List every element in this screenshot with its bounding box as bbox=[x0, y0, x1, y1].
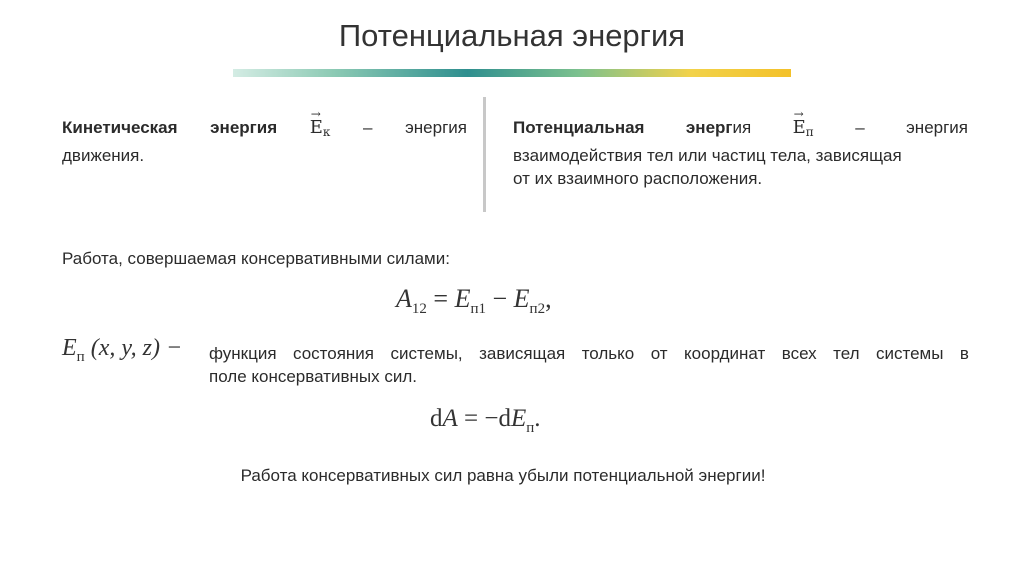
kinetic-symbol: → $E_к$ bbox=[310, 116, 331, 144]
potential-line-3: от их взаимного расположения. bbox=[513, 169, 763, 188]
function-description-word: тел bbox=[833, 344, 860, 363]
potential-term: Потенциальная bbox=[513, 118, 645, 137]
kinetic-term: Кинетическая bbox=[62, 118, 178, 137]
potential-dash: – bbox=[855, 118, 865, 137]
function-description-word: системы, bbox=[390, 344, 463, 363]
function-description bbox=[209, 342, 969, 388]
potential-line-2: взаимодействия тел или частиц тела, зависящая bbox=[513, 146, 902, 165]
function-description-word: только bbox=[581, 344, 635, 363]
vector-arrow-icon: → bbox=[310, 107, 321, 121]
function-description-word: всех bbox=[781, 344, 817, 363]
function-description-word: от bbox=[650, 344, 668, 363]
kinetic-dash: – bbox=[363, 118, 373, 137]
potential-energy-word: энергия bbox=[906, 118, 968, 137]
work-label: Работа, совершаемая консервативными силами: bbox=[62, 249, 450, 268]
potential-energy-definition bbox=[513, 107, 968, 190]
kinetic-energy-word: энергия bbox=[405, 118, 467, 137]
function-description-word: состояния bbox=[293, 344, 375, 363]
conclusion-text: Работа консервативных сил равна убыли потенциальной энергии! bbox=[240, 466, 766, 485]
kinetic-line-2: движения. bbox=[62, 146, 145, 165]
function-description-word: координат bbox=[684, 344, 766, 363]
title-gradient-bar bbox=[233, 69, 791, 77]
function-description-word: системы bbox=[876, 344, 944, 363]
function-description-word: в bbox=[959, 344, 969, 363]
column-divider bbox=[483, 97, 486, 212]
function-description-line-2: поле консервативных сил. bbox=[209, 367, 417, 386]
formula-differential-work: dA = $-dE_п$. bbox=[430, 405, 541, 436]
kinetic-energy-definition bbox=[62, 107, 467, 167]
kinetic-line-1 bbox=[62, 107, 467, 144]
function-description-word: зависящая bbox=[479, 344, 566, 363]
formula-potential-function: $E_п$ (x, y, z) − bbox=[62, 335, 183, 365]
potential-term-energy: энергия bbox=[685, 118, 752, 137]
kinetic-term-energy: энергия bbox=[210, 118, 278, 137]
function-description-line-1 bbox=[209, 342, 969, 365]
potential-symbol: → $E_п$ bbox=[793, 116, 814, 144]
formula-work-potential-difference: $A_{12} = E_{п1} - E_{п2}$, bbox=[396, 284, 552, 317]
vector-arrow-icon: → bbox=[793, 107, 804, 121]
potential-line-1 bbox=[513, 107, 968, 144]
function-description-word: функция bbox=[209, 344, 277, 363]
slide-title: Потенциальная энергия bbox=[338, 18, 686, 53]
